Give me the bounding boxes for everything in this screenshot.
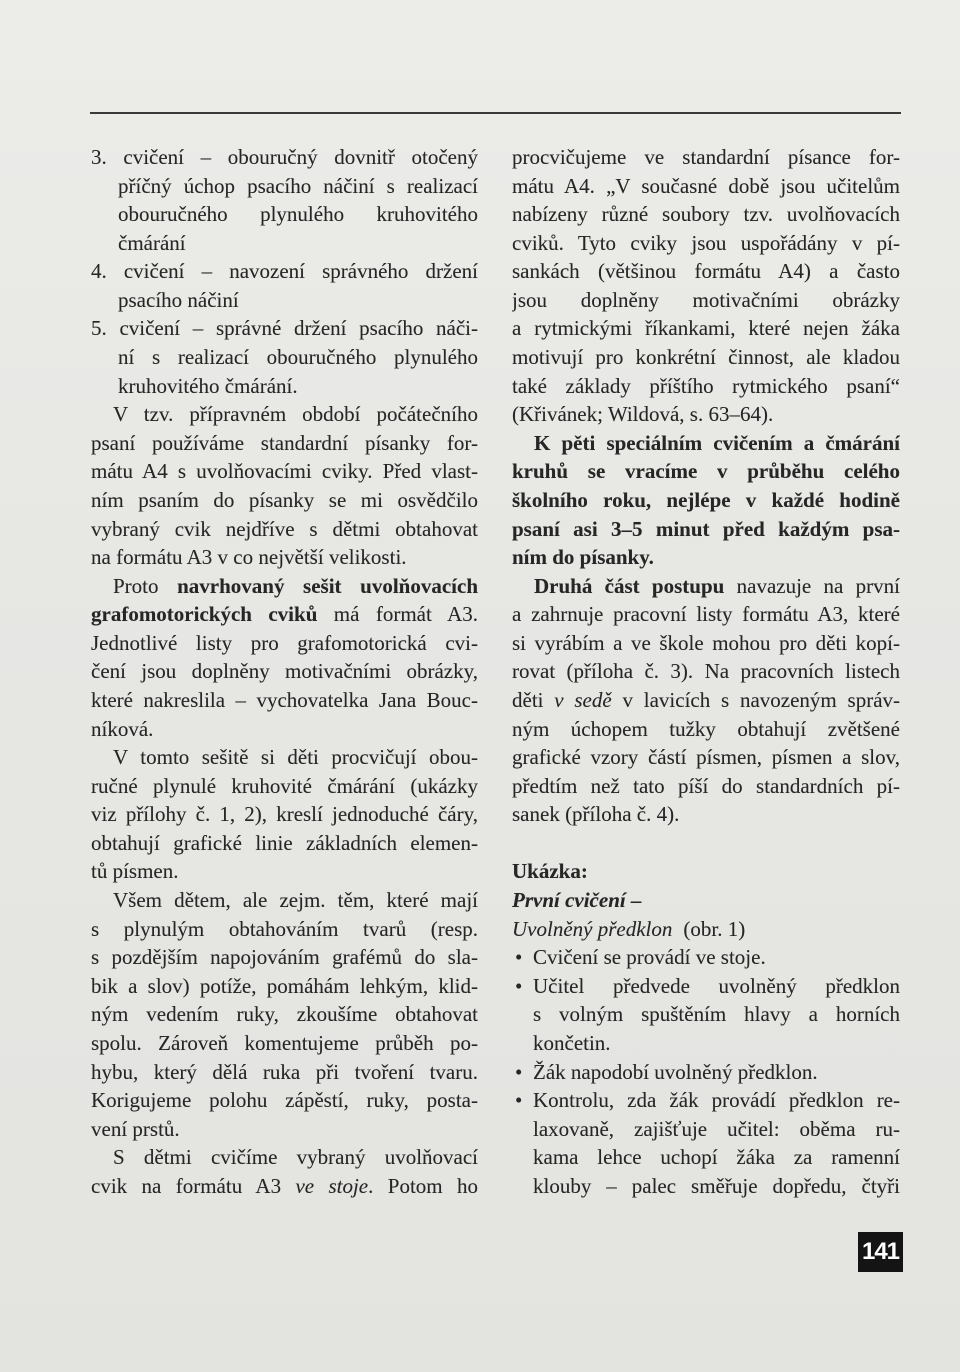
text-line: psaní používáme standardní písanky for- bbox=[91, 430, 478, 455]
text-line: viz přílohy č. 1, 2), kreslí jednoduché čáry, bbox=[91, 802, 478, 827]
text-line: Žák napodobí uvolněný předklon. bbox=[533, 1059, 818, 1084]
header-rule bbox=[90, 112, 901, 114]
text-line: bik a slov) potíže, pomáhám lehkým, klid- bbox=[91, 973, 478, 998]
bullet-marker: • bbox=[515, 1088, 523, 1113]
text-line: předtím než tato píší do standardních pí- bbox=[512, 773, 900, 798]
text-line: grafické vzory částí písmen, písmen a slov, bbox=[512, 745, 900, 770]
text-line: cviků. Tyto cviky jsou uspořádány v pí- bbox=[512, 230, 900, 255]
exercise-list bbox=[91, 143, 478, 400]
exercise-list-item bbox=[91, 257, 478, 314]
text-line: motivují pro konkrétní činnost, ale kladou bbox=[512, 345, 900, 370]
text-line: školního roku, nejlépe v každé hodině bbox=[512, 487, 900, 512]
text-line: a rytmickými říkankami, které nejen žáka bbox=[512, 316, 900, 341]
text-line bbox=[91, 572, 478, 601]
paragraph bbox=[91, 1143, 478, 1200]
left-column bbox=[91, 143, 478, 1200]
text-line: spolu. Zároveň komentujeme průběh po- bbox=[91, 1030, 478, 1055]
exercise-list-item bbox=[91, 143, 478, 257]
example-heading: Ukázka: bbox=[512, 859, 588, 884]
text-run: v lavicích s navozeným správ- bbox=[611, 687, 900, 712]
bold-phrase: navrhovaný sešit uvolňovacích bbox=[177, 573, 478, 598]
text-line: obtahují grafické linie základních elemen- bbox=[91, 830, 478, 855]
text-line: ručné plynulé kruhovité čmárání (ukázky bbox=[91, 773, 478, 798]
page-number: 141 bbox=[858, 1232, 903, 1272]
text-line: mátu A4 s uvolňovacími cviky. Před vlast- bbox=[91, 459, 478, 484]
text-line: 3. cvičení – obouručný dovnitř otočený bbox=[91, 145, 478, 169]
italic-phrase: ve stoje bbox=[295, 1173, 369, 1198]
text-line: V tzv. přípravném období počátečního bbox=[113, 402, 478, 427]
text-line: K pěti speciálním cvičením a čmárání bbox=[534, 430, 900, 455]
italic-phrase: v sedě bbox=[554, 687, 612, 712]
text-line: nabízeny různé soubory tzv. uvolňovacích bbox=[512, 202, 900, 227]
text-line: kruhů se vracíme v průběhu celého bbox=[512, 459, 900, 484]
text-line bbox=[512, 572, 900, 601]
exercise-list-item bbox=[91, 314, 478, 400]
text-line: ným úchopem tužky obtahují zvětšené bbox=[512, 716, 900, 741]
text-line: ním psaním do písanky se mi osvědčilo bbox=[91, 487, 478, 512]
text-line: mátu A4. „V současné době jsou učitelům bbox=[512, 173, 900, 198]
text-line: Všem dětem, ale zejm. těm, které mají bbox=[113, 888, 478, 913]
exercise-subtitle bbox=[512, 915, 900, 944]
text-line: psacího náčiní bbox=[118, 287, 239, 312]
text-line: (Křivánek; Wildová, s. 63–64). bbox=[512, 402, 774, 427]
bullet-marker: • bbox=[515, 945, 523, 970]
text-line: vybraný cvik nejdříve s dětmi obtahovat bbox=[91, 516, 478, 541]
text-run: . Potom ho bbox=[368, 1173, 478, 1198]
text-line: příčný úchop psacího náčiní s realizací bbox=[118, 173, 478, 198]
text-line: kruhovitého čmárání. bbox=[118, 373, 298, 398]
text-line: s plynulým obtahováním tvarů (resp. bbox=[91, 916, 478, 941]
text-line: s pozdějším napojováním grafémů do sla- bbox=[91, 945, 478, 970]
text-line bbox=[512, 686, 900, 715]
text-line: hybu, který dělá ruka při tvoření tvaru. bbox=[91, 1059, 478, 1084]
text-line: sankách (většinou formátu A4) a často bbox=[512, 259, 900, 284]
bullet-item bbox=[512, 943, 900, 972]
text-line: Cvičení se provádí ve stoje. bbox=[533, 945, 766, 970]
text-line: klouby – palec směřuje dopředu, čtyři bbox=[533, 1173, 900, 1198]
text-line: si vyrábím a ve škole mohou pro děti kopí- bbox=[512, 630, 900, 655]
text-line: obouručného plynulého kruhovitého bbox=[118, 202, 478, 227]
bullet-marker: • bbox=[515, 973, 523, 998]
text-run: má formát A3. bbox=[317, 602, 478, 627]
text-line: kama lehce uchopí žáka za ramenní bbox=[533, 1145, 900, 1170]
text-line: 4. cvičení – navození správného držení bbox=[91, 259, 478, 284]
text-line: čení jsou doplněny motivačními obrázky, bbox=[91, 659, 478, 684]
paragraph bbox=[512, 572, 900, 829]
text-line bbox=[91, 600, 478, 629]
paragraph bbox=[91, 886, 478, 1143]
paragraph bbox=[512, 143, 900, 429]
text-line: které nakreslila – vychovatelka Jana Bouc- bbox=[91, 687, 478, 712]
bold-phrase: Druhá část postupu bbox=[534, 573, 725, 598]
text-line: procvičujeme ve standardní písance for- bbox=[512, 145, 900, 169]
paragraph-highlighted bbox=[512, 429, 900, 572]
text-line: Učitel předvede uvolněný předklon bbox=[533, 973, 900, 998]
text-line: vení prstů. bbox=[91, 1116, 180, 1141]
text-line: V tomto sešitě si děti procvičují obou- bbox=[113, 745, 478, 770]
bullet-item bbox=[512, 1086, 900, 1200]
text-line: jsou doplněny motivačními obrázky bbox=[512, 287, 900, 312]
text-line: a zahrnuje pracovní listy formátu A3, které bbox=[512, 602, 900, 627]
text-line: psaní asi 3–5 minut před každým psa- bbox=[512, 516, 900, 541]
text-line: čmárání bbox=[118, 230, 186, 255]
paragraph bbox=[91, 400, 478, 571]
text-run: cvik na formátu A3 bbox=[91, 1173, 296, 1198]
paragraph bbox=[91, 743, 478, 886]
paragraph bbox=[91, 572, 478, 743]
text-line: Kontrolu, zda žák provádí předklon re- bbox=[533, 1088, 900, 1113]
text-run: Proto bbox=[113, 573, 178, 598]
text-line: Korigujeme polohu zápěstí, ruky, posta- bbox=[91, 1088, 478, 1113]
text-line: rovat (příloha č. 3). Na pracovních listech bbox=[512, 659, 900, 684]
text-line: laxovaně, zajišťuje učitel: oběma ru- bbox=[533, 1116, 900, 1141]
text-line: 5. cvičení – správné držení psacího náči- bbox=[91, 316, 478, 341]
text-line: také základy příštího rytmického psaní“ bbox=[512, 373, 900, 398]
text-line bbox=[91, 1172, 478, 1201]
bullet-marker: • bbox=[515, 1059, 523, 1084]
text-line: končetin. bbox=[533, 1030, 611, 1055]
example-section bbox=[512, 857, 900, 1200]
text-line: ním do písanky. bbox=[512, 545, 654, 570]
text-line: ným vedením ruky, zkoušíme obtahovat bbox=[91, 1002, 478, 1027]
bold-phrase: grafomotorických cviků bbox=[91, 602, 318, 627]
italic-phrase: Uvolněný předklon bbox=[512, 916, 673, 941]
text-line: níková. bbox=[91, 716, 154, 741]
bullet-item bbox=[512, 972, 900, 1058]
text-run: navazuje na první bbox=[724, 573, 900, 598]
figure-reference: (obr. 1) bbox=[683, 916, 746, 941]
text-run: děti bbox=[512, 687, 555, 712]
right-column bbox=[512, 143, 900, 1200]
text-line: s volným spuštěním hlavy a horních bbox=[533, 1002, 900, 1027]
text-line: tů písmen. bbox=[91, 859, 179, 884]
text-line: sanek (příloha č. 4). bbox=[512, 802, 680, 827]
text-line: ní s realizací obouručného plynulého bbox=[118, 345, 478, 370]
text-line: na formátu A3 v co největší velikosti. bbox=[91, 545, 407, 570]
text-line: S dětmi cvičíme vybraný uvolňovací bbox=[113, 1145, 478, 1170]
bullet-item bbox=[512, 1058, 900, 1087]
exercise-title: První cvičení – bbox=[512, 888, 642, 913]
text-line: Jednotlivé listy pro grafomotorická cvi- bbox=[91, 630, 478, 655]
